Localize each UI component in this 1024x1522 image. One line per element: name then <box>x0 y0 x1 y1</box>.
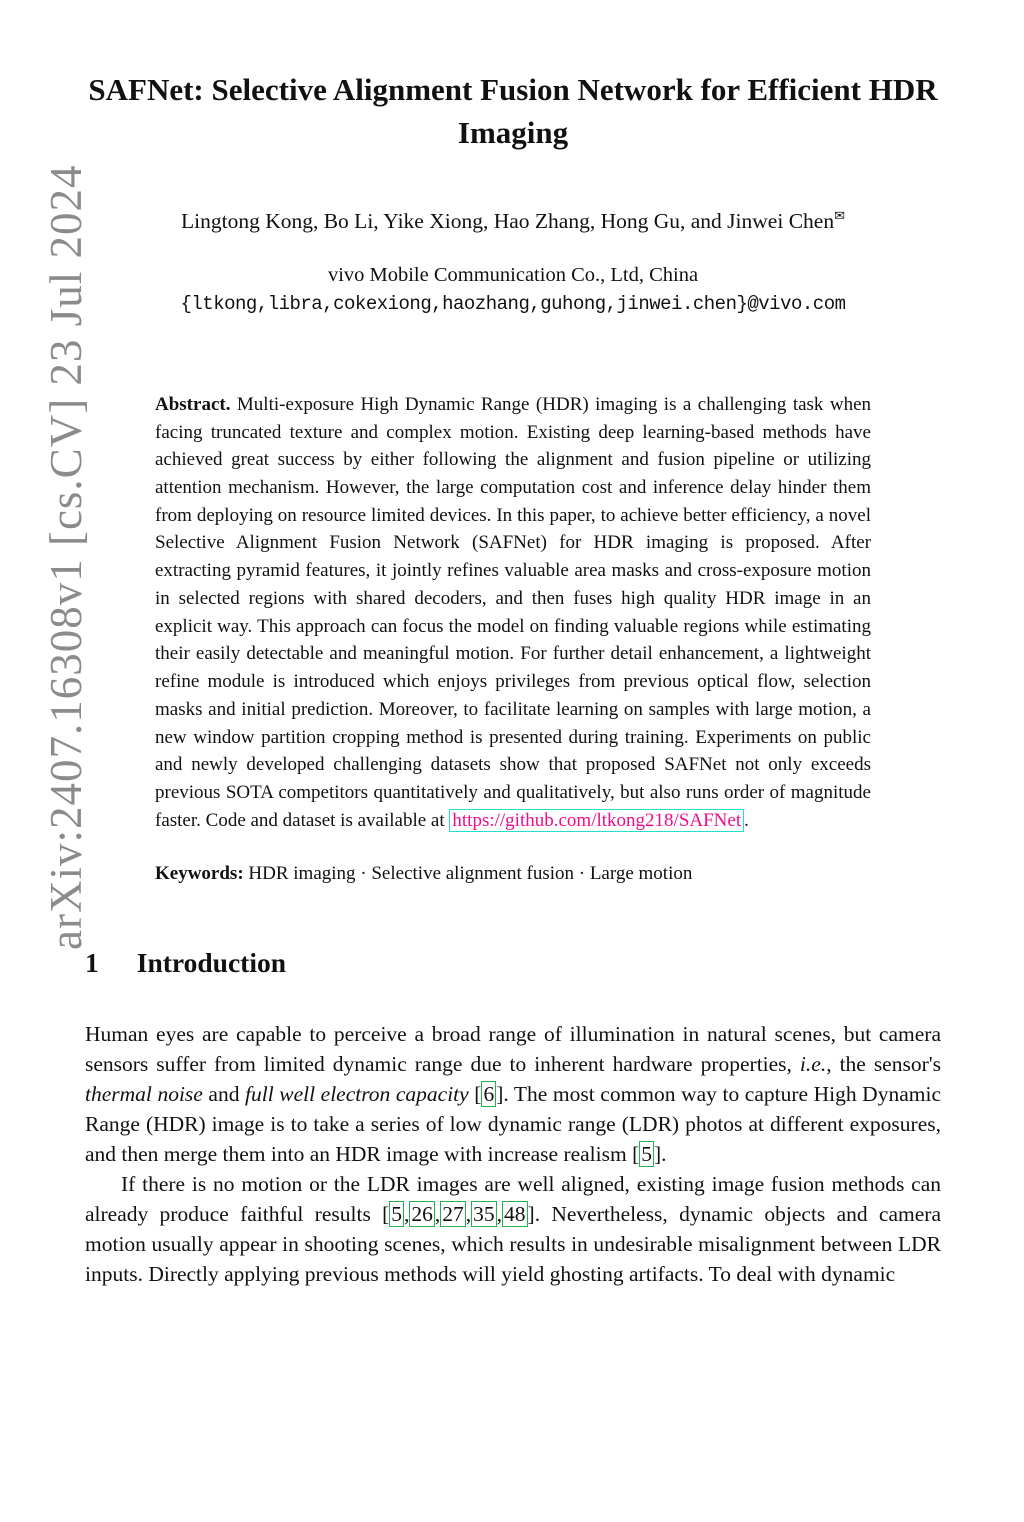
citation-ref[interactable]: 48 <box>504 1202 526 1227</box>
abstract-block <box>155 391 871 835</box>
intro-paragraph-2: If there is no motion or the LDR images are well aligned, existing image fusion methods can already produce faithful results [5,26,27,35,48]. Nevertheless, dynamic objects and camera motion usually appear in shooting scenes, which results in undesirable misalignment between LDR inputs. Directly applying previous methods will yield ghosting artifacts. To deal with dynamic <box>85 1172 941 1287</box>
introduction-body <box>85 1019 941 1290</box>
keywords-text: HDR imaging · Selective alignment fusion · Large motion <box>248 862 693 884</box>
section-title: Introduction <box>136 946 286 978</box>
affiliation: vivo Mobile Communication Co., Ltd, China <box>327 263 699 286</box>
keywords-label: Keywords: <box>155 862 244 884</box>
keywords-line <box>155 863 871 885</box>
author-names: Lingtong Kong, Bo Li, Yike Xiong, Hao Zhang, Hong Gu, and Jinwei Chen <box>180 208 835 233</box>
citation-ref[interactable]: 27 <box>442 1202 464 1227</box>
section-heading-introduction <box>85 947 941 979</box>
intro-paragraph-1: Human eyes are capable to perceive a broad range of illumination in natural scenes, but camera sensors suffer from limited dynamic range due to inherent hardware properties, i.e., the sensor's thermal noise and full well electron capacity [6]. The most common way to capture High Dynamic Range (HDR) image is to take a series of low dynamic range (LDR) photos at different exposures, and then merge them into an HDR image with increase realism [5]. <box>85 1021 941 1166</box>
paper-content <box>85 68 941 1289</box>
citation-ref[interactable]: 5 <box>391 1202 403 1227</box>
arxiv-watermark: arXiv:2407.16308v1 [cs.CV] 23 Jul 2024 <box>41 164 91 950</box>
github-repo-link[interactable]: https://github.com/ltkong218/SAFNet <box>449 809 744 832</box>
citation-ref[interactable]: 35 <box>473 1202 495 1227</box>
author-emails: {ltkong,libra,cokexiong,haozhang,guhong,jinwei.chen}@vivo.com <box>180 292 846 315</box>
abstract-label: Abstract. <box>155 393 231 415</box>
citation-ref[interactable]: 6 <box>483 1081 495 1106</box>
italic-text: full well electron capacity <box>245 1081 469 1106</box>
abstract-text: Multi-exposure High Dynamic Range (HDR) imaging is a challenging task when facing truncated texture and complex motion. Existing deep learning-based methods have achieved great success by either following the alignment and fusion pipeline or utilizing attention mechanism. However, the large computation cost and inference delay hinder them from deploying on resource limited devices. In this paper, to achieve better efficiency, a novel Selective Alignment Fusion Network (SAFNet) for HDR imaging is proposed. After extracting pyramid features, it jointly refines valuable area masks and cross-exposure motion in selected regions with shared decoders, and then fuses high quality HDR image in an explicit way. This approach can focus the model on finding valuable regions while estimating their easily detectable and meaningful motion. For further detail enhancement, a lightweight refine module is introduced which enjoys privileges from previous optical flow, selection masks and initial prediction. Moreover, to facilitate learning on samples with large motion, a new window partition cropping method is presented during training. Experiments on public and newly developed challenging datasets show that proposed SAFNet not only exceeds previous SOTA competitors quantitatively and qualitatively, but also runs order of magnitude faster. Code and dataset is available at https://github.com/ltkong218/SAFNet . <box>155 393 872 831</box>
citation-ref[interactable]: 5 <box>641 1141 653 1166</box>
citation-ref[interactable]: 26 <box>411 1202 433 1227</box>
italic-text: thermal noise <box>85 1081 203 1106</box>
italic-text: i.e. <box>799 1051 827 1076</box>
paper-title: SAFNet: Selective Alignment Fusion Network for Efficient HDR Imaging <box>88 72 938 151</box>
corresponding-author-envelope-icon: ✉ <box>834 207 845 223</box>
author-list <box>85 209 941 234</box>
section-number: 1 <box>85 946 99 978</box>
